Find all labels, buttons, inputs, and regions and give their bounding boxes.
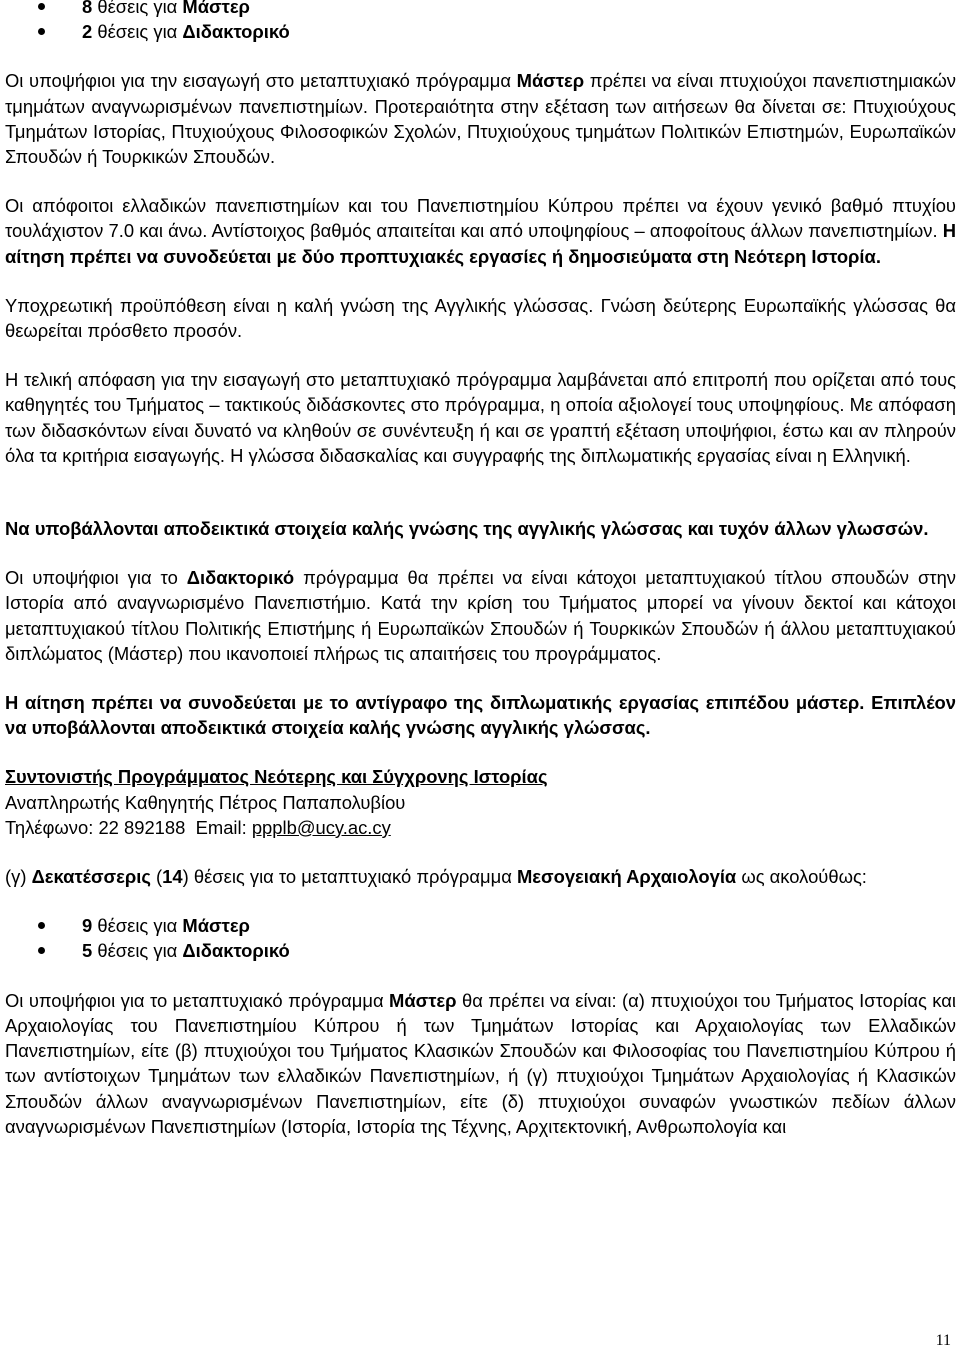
email-link[interactable]: ppplb@ucy.ac.cy — [251, 816, 391, 838]
language-proof-note: Να υποβάλλονται αποδεικτικά στοιχεία καλής γνώσης της αγγλικής γλώσσας και τυχόν άλλων γλωσσών. — [5, 518, 929, 540]
coordinator-contact: Τηλέφωνο: 22 892188 Email: ppplb@ucy.ac.cy — [5, 816, 391, 838]
language-requirements-paragraph: Υποχρεωτική προϋπόθεση είναι η καλή γνώση της Αγγλικής γλώσσας. Γνώση δεύτερης Ευρωπαϊκής γλώσσας θα θεωρείται πρόσθετο προσόν. — [5, 294, 956, 342]
document-body — [5, 0, 956, 1139]
masters-requirements-paragraph: Οι υποψήφιοι για την εισαγωγή στο μεταπτυχιακό πρόγραμμα Μάστερ πρέπει να είναι πτυχιούχοι πανεπιστημιακών τμημάτων αναγνωρισμένων πανεπιστημίων. Προτεραιότητα στην εξέταση των αιτήσεων θα δίνεται σε: Πτυχιούχους Τμημάτων Ιστορίας, Πτυχιούχους Φιλοσοφικών Σχολών, Πτυχιούχους τμημάτων Πολιτικών Επιστημών, Ευρωπαϊκών Σπουδών ή Τουρκικών Σπουδών. — [5, 70, 956, 168]
list-item: 8 θέσεις για Μάστερ — [5, 0, 956, 19]
archaeology-program-intro: (γ) Δεκατέσσερις (14) θέσεις για το μεταπτυχιακό πρόγραμμα Μεσογειακή Αρχαιολογία ως ακολούθως: — [5, 866, 867, 888]
page-number: 11 — [935, 1332, 951, 1349]
coordinator-heading: Συντονιστής Προγράμματος Νεότερης και Σύγχρονης Ιστορίας — [5, 766, 548, 788]
phd-requirements-paragraph: Οι υποψήφιοι για το Διδακτορικό πρόγραμμα θα πρέπει να είναι κάτοχοι μεταπτυχιακού τίτλου σπουδών στην Ιστορία από αναγνωρισμένο Πανεπιστήμιο. Κατά την κρίση του Τμήματος μπορεί να γίνουν δεκτοί και κάτοχοι μεταπτυχιακού τίτλου Πολιτικής Επιστήμης ή Ευρωπαϊκών Σπουδών ή Τουρκικών Σπουδών ή άλλου μεταπτυχιακού διπλώματος (Μάστερ) που ικανοποιεί πλήρως τις απαιτήσεις του προγράμματος. — [5, 567, 956, 664]
grade-requirements-paragraph: Οι απόφοιτοι ελλαδικών πανεπιστημίων και του Πανεπιστημίου Κύπρου πρέπει να έχουν γενικό βαθμό πτυχίου τουλάχιστον 7.0 και άνω. Αντίστοιχος βαθμός απαιτείται και από υποψηφίους – αποφοίτους άλλων πανεπιστημίων. Η αίτηση πρέπει να συνοδεύεται με δύο προπτυχιακές εργασίες ή δημοσιεύματα στη Νεότερη Ιστορία. — [5, 195, 956, 267]
list-item: 9 θέσεις για Μάστερ — [5, 913, 956, 938]
final-decision-paragraph: Η τελική απόφαση για την εισαγωγή στο μεταπτυχιακό πρόγραμμα λαμβάνεται από επιτροπή που ορίζεται από τους καθηγητές του Τμήματος – τακτικούς διδάσκοντες στο πρόγραμμα, η οποία αξιολογεί τους υποψηφίους. Με απόφαση των διδασκόντων είναι δυνατό να κληθούν σε συνέντευξη ή και σε γραπτή εξέταση υποψήφιοι, έστω και αν πληρούν όλα τα κριτήρια εισαγωγής. Η γλώσσα διδασκαλίας και συγγραφής της διπλωματικής εργασίας είναι η Ελληνική. — [5, 369, 956, 466]
coordinator-name: Αναπληρωτής Καθηγητής Πέτρος Παπαπολυβίου — [5, 791, 406, 813]
list-item: 5 θέσεις για Διδακτορικό — [5, 938, 956, 963]
phd-application-note: Η αίτηση πρέπει να συνοδεύεται με το αντίγραφο της διπλωματικής εργασίας επιπέδου μάστερ. Επιπλέον να υποβάλλονται αποδεικτικά στοιχεία καλής γνώσης αγγλικής γλώσσας. — [5, 692, 956, 739]
seats-list-archaeology — [5, 913, 956, 963]
seats-list-history — [5, 0, 956, 44]
list-item: 2 θέσεις για Διδακτορικό — [5, 19, 956, 44]
archaeology-masters-requirements: Οι υποψήφιοι για το μεταπτυχιακό πρόγραμμα Μάστερ θα πρέπει να είναι: (α) πτυχιούχοι του Τμήματος Ιστορίας και Αρχαιολογίας του Πανεπιστημίου Κύπρου ή των Τμημάτων Ιστορίας και Αρχαιολογίας των Ελλαδικών Πανεπιστημίων, είτε (β) πτυχιούχοι του Τμήματος Κλασικών Σπουδών και Φιλοσοφίας του Πανεπιστημίου Κύπρου ή των αντίστοιχων Τμημάτων των ελλαδικών Πανεπιστημίων, ή (γ) πτυχιούχοι Τμημάτων Αρχαιολογίας ή Κλασικών Σπουδών άλλων αναγνωρισμένων Πανεπιστημίων, είτε (δ) πτυχιούχοι συναφών γνωστικών πεδίων άλλων αναγνωρισμένων Πανεπιστημίων (Ιστορία, Ιστορία της Τέχνης, Αρχιτεκτονική, Ανθρωπολογία και — [5, 989, 956, 1137]
